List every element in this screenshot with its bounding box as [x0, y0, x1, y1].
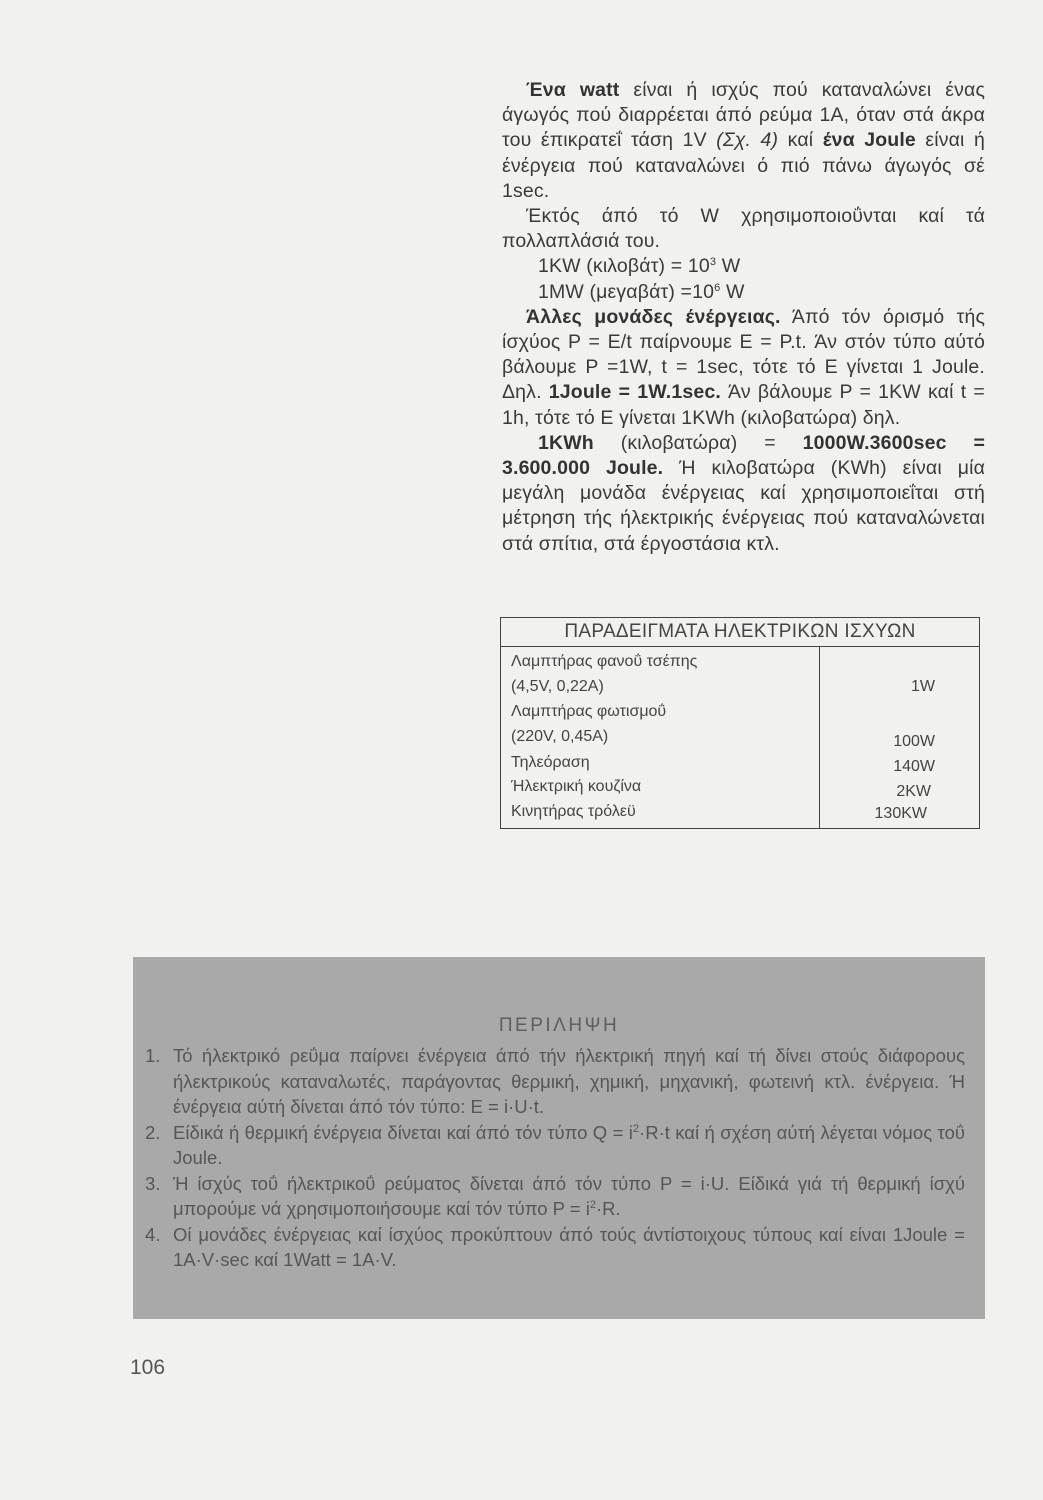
page-number: 106	[130, 1356, 166, 1379]
text: Άπό τόν όρισμό τής ίσχύος P = E/t παίρνουμε E = P.t. Άν στόν τύπο αύτό βάλουμε P =1W, t = 1sec, τότε τό E γίνεται 1 Joule. Δηλ.	[502, 305, 985, 404]
item-number: 1.	[145, 1045, 161, 1066]
summary-item	[145, 1171, 965, 1222]
item-text: Τό ήλεκτρικό ρεΰμα παίρνει ένέργεια άπό τήν ήλεκτρική πηγή καί τή δίνει στούς διάφορους ήλεκτρικούς καταναλωτές, παράγοντας θερμική, χημική, μηχανική, φωτεινή κτλ. ένέργεια. Ή ένέργεια αύτή δίνεται άπό τόν τύπο: E = i·U·t.	[173, 1045, 965, 1117]
exponent: 6	[714, 281, 721, 294]
item-number: 4.	[145, 1223, 161, 1245]
formula-kilowatt	[502, 254, 985, 279]
summary-item	[145, 1222, 965, 1273]
row-label: Λαμπτήρας φωτισμοΰ	[511, 703, 667, 720]
row-value: 2KW	[896, 783, 931, 800]
item-number: 3.	[145, 1172, 161, 1194]
item-text: ·R.	[595, 1198, 621, 1219]
summary-title: ΠΕΡΙΛΗΨΗ	[498, 1015, 620, 1036]
row-label: Λαμπτήρας φανοΰ τσέπης	[511, 653, 698, 670]
main-text-column	[502, 78, 985, 557]
paragraph-multiples: Έκτός άπό τό W χρησιμοποιοΰνται καί τά πολλαπλάσιά του.	[502, 205, 985, 253]
section-heading: Άλλες μονάδες ένέργειας.	[526, 305, 781, 328]
exponent: 2	[632, 1122, 640, 1135]
text: είναι ή ένέργεια πού καταναλώνει ό πιό πάνω άγωγός σέ 1sec.	[502, 129, 985, 202]
figure-reference: (Σχ. 4)	[716, 129, 779, 152]
item-text: Είδικά ή θερμική ένέργεια δίνεται καί άπό τόν τύπο Q = i	[173, 1121, 633, 1143]
table-title: ΠΑΡΑΔΕΙΓΜΑΤΑ ΗΛΕΚΤΡΙΚΩΝ ΙΣΧΥΩΝ	[501, 618, 979, 647]
item-text: Ή ίσχύς τοΰ ήλεκτρικοΰ ρεύματος δίνεται άπό τόν τύπο P = i·U. Είδικά γιά τή θερμική ίσχύ μπορούμε νά χρησιμοποιήσουμε καί τόν τύπο P = i	[173, 1172, 965, 1219]
row-value: 100W	[893, 733, 935, 750]
text: (κιλοβατώρα) =	[593, 431, 803, 454]
formula-megawatt	[502, 280, 985, 305]
kwh-definition: 1000W.3600sec = 3.600.000 Joule.	[502, 431, 985, 480]
row-value: 1W	[911, 678, 935, 695]
summary-list	[145, 1043, 965, 1273]
text: 1KW (κιλοβάτ) = 10	[538, 255, 710, 278]
row-label: Κινητήρας τρόλεϋ	[511, 803, 636, 820]
joule-definition: 1Joule = 1W.1sec.	[548, 381, 721, 404]
item-text: ·R·t καί ή σχέση αύτή λέγεται νόμος τοΰ Joule.	[173, 1121, 965, 1168]
power-examples-table	[500, 617, 980, 829]
table-divider	[819, 646, 820, 828]
text: Ή κιλοβατώρα (KWh) είναι μία μεγάλη μονάδα ένέργειας καί χρησιμοποιεΐται στή μέτρηση τής ήλεκτρικής ένέργειας πού καταναλώνεται στά σπίτια, στά έργοστάσια κτλ.	[502, 457, 985, 555]
text: Άν βάλουμε P = 1KW καί t = 1h, τότε τό E γίνεται 1KWh (κιλοβατώρα) δηλ.	[502, 381, 985, 429]
term-kwh: 1KWh	[538, 431, 594, 454]
item-number: 2.	[145, 1121, 161, 1143]
text: W	[716, 255, 741, 278]
row-value: 130KW	[874, 805, 927, 822]
text: 1MW (μεγαβάτ) =10	[538, 280, 715, 303]
paragraph-watt-joule	[502, 78, 985, 204]
exponent: 2	[589, 1199, 596, 1211]
term-watt: Ένα watt	[526, 79, 620, 101]
row-value: 140W	[893, 758, 935, 775]
summary-item	[145, 1120, 965, 1171]
summary-item	[145, 1043, 965, 1120]
row-label: Ήλεκτρική κουζίνα	[511, 778, 642, 795]
paragraph-kilowatt-hour	[502, 431, 985, 557]
item-text: Οί μονάδες ένέργειας καί ίσχύος προκύπτουν άπό τούς άντίστοιχους τύπους καί είναι 1Joule = 1A·V·sec καί 1Watt = 1A·V.	[173, 1223, 965, 1270]
text: καί	[778, 129, 823, 152]
row-label: Τηλεόραση	[511, 754, 590, 771]
text: είναι ή ισχύς πού καταναλώνει ένας άγωγός πού διαρρέεται άπό ρεύμα 1Α, όταν στά άκρα του έπικρατεΐ τάση 1V	[502, 79, 985, 152]
text: W	[720, 280, 745, 303]
paragraph-energy-units	[502, 305, 985, 431]
row-label-detail: (4,5V, 0,22A)	[511, 678, 604, 695]
term-joule: ένα Joule	[822, 129, 916, 152]
row-label-detail: (220V, 0,45A)	[511, 728, 609, 745]
exponent: 3	[709, 256, 717, 269]
summary-box	[133, 957, 985, 1319]
